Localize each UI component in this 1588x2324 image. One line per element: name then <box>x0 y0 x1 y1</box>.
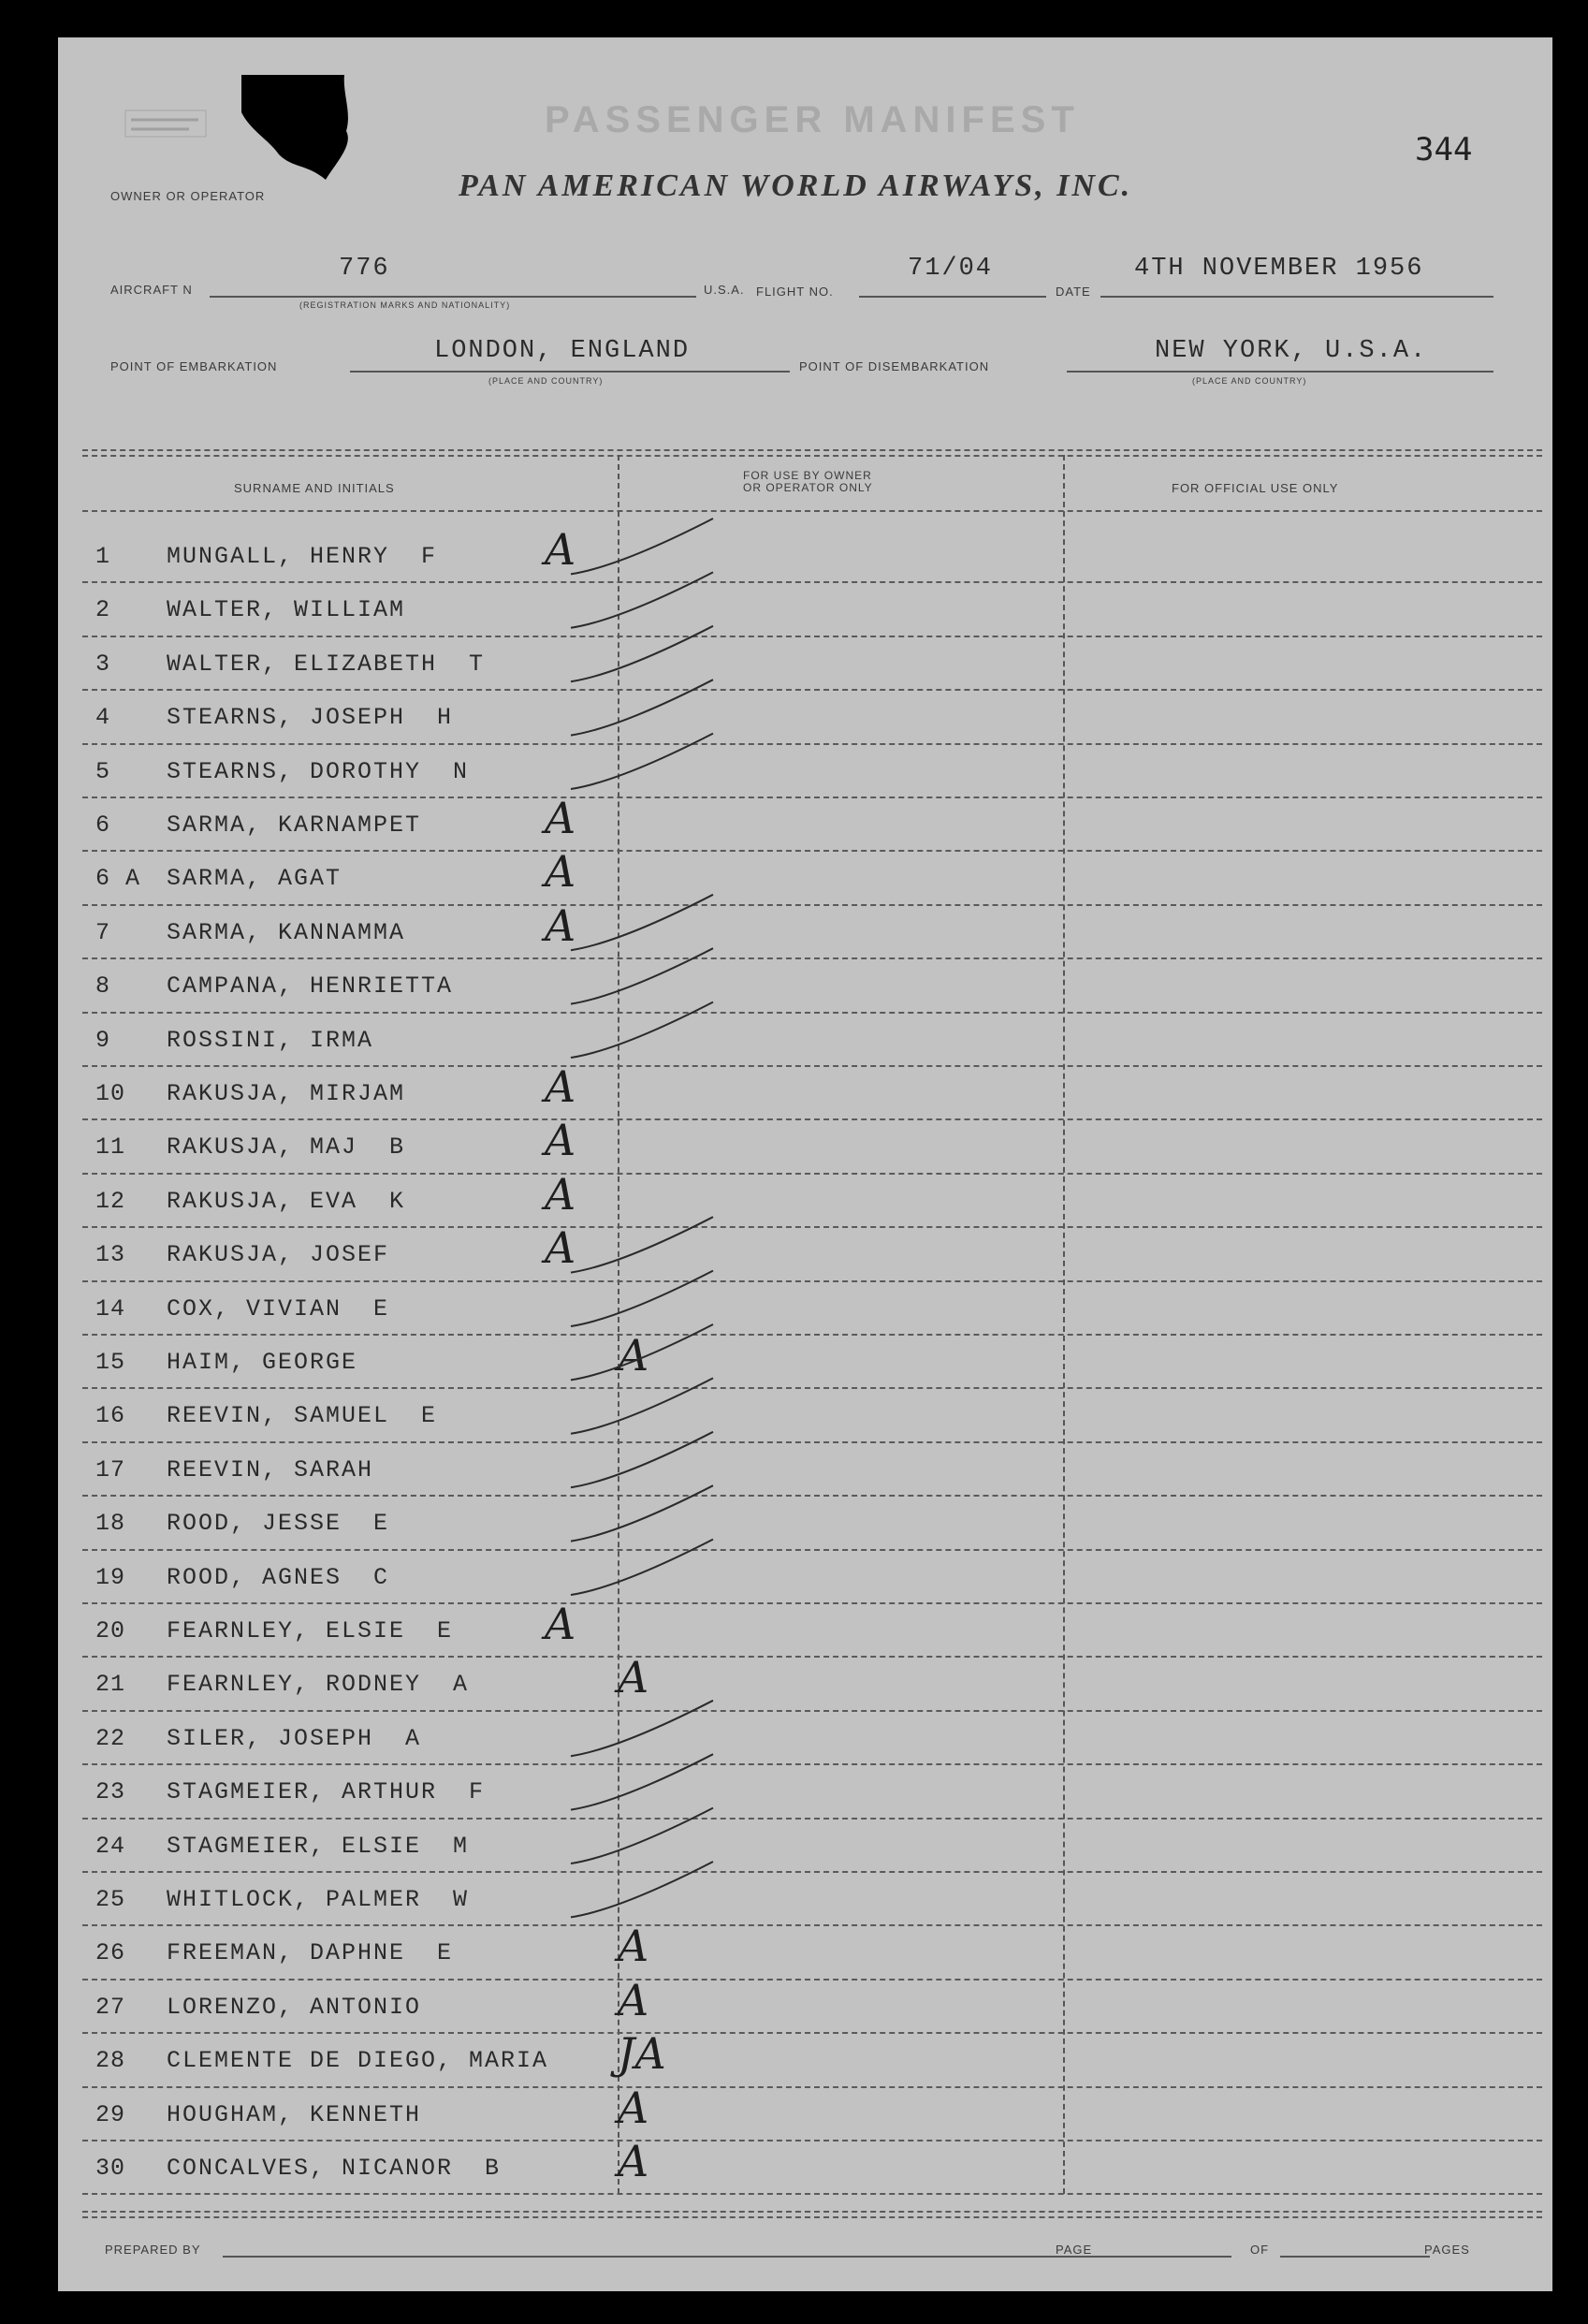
check-mark <box>571 680 713 735</box>
handwritten-mark: A <box>545 846 576 898</box>
row-number: 14 <box>95 1294 126 1323</box>
passenger-name: HAIM, GEORGE <box>167 1349 358 1376</box>
row-number: 6 A <box>95 865 141 893</box>
passenger-name: FREEMAN, DAPHNE E <box>167 1939 454 1967</box>
row-number: 1 <box>95 543 111 570</box>
disembarkation-value: NEW YORK, U.S.A. <box>1155 337 1428 365</box>
page-number-mark: 344 <box>1415 131 1473 168</box>
passenger-name: FEARNLEY, ELSIE E <box>167 1617 454 1644</box>
check-mark <box>571 1540 713 1595</box>
handwritten-mark: A <box>618 1974 649 2025</box>
row-number: 6 <box>95 811 111 839</box>
usa-label: U.S.A. <box>704 283 745 297</box>
check-mark <box>571 1217 713 1272</box>
check-mark <box>571 1324 713 1380</box>
passenger-name: STEARNS, JOSEPH H <box>167 704 454 732</box>
row-number: 2 <box>95 596 111 624</box>
column-header-surname: SURNAME AND INITIALS <box>234 481 395 495</box>
embarkation-value: LONDON, ENGLAND <box>434 337 691 365</box>
row-number: 20 <box>95 1617 126 1644</box>
handwritten-mark: A <box>618 1921 649 1972</box>
passenger-name: REEVIN, SARAH <box>167 1455 374 1484</box>
check-mark <box>571 519 713 574</box>
handwritten-mark: A <box>618 2136 649 2186</box>
embarkation-label: POINT OF EMBARKATION <box>110 359 278 373</box>
row-number: 16 <box>95 1402 126 1430</box>
row-number: 11 <box>95 1133 126 1162</box>
flight-label: FLIGHT NO. <box>756 285 834 299</box>
aircraft-value: 776 <box>339 255 390 283</box>
row-number: 3 <box>95 650 111 678</box>
check-mark <box>571 1002 713 1058</box>
check-mark <box>571 1808 713 1864</box>
passenger-name: ROOD, JESSE E <box>167 1510 390 1538</box>
passenger-name: CAMPANA, HENRIETTA <box>167 972 454 1001</box>
row-number: 5 <box>95 757 111 785</box>
row-number: 25 <box>95 1886 126 1913</box>
passenger-name: HOUGHAM, KENNETH <box>167 2100 422 2128</box>
row-number: 23 <box>95 1778 126 1806</box>
of-label: OF <box>1250 2243 1270 2257</box>
passenger-name: CLEMENTE DE DIEGO, MARIA <box>167 2047 549 2075</box>
check-mark <box>571 1378 713 1433</box>
row-number: 7 <box>95 918 111 946</box>
row-number: 21 <box>95 1671 126 1699</box>
row-number: 8 <box>95 972 111 1001</box>
row-number: 28 <box>95 2047 126 2075</box>
check-mark <box>571 948 713 1003</box>
handwritten-mark: A <box>545 524 576 575</box>
row-number: 4 <box>95 704 111 732</box>
passenger-name: RAKUSJA, MIRJAM <box>167 1080 406 1107</box>
company-name: PAN AMERICAN WORLD AIRWAYS, INC. <box>459 168 1133 203</box>
passenger-name: ROOD, AGNES C <box>167 1563 390 1591</box>
embarkation-sublabel: (PLACE AND COUNTRY) <box>488 376 604 386</box>
date-value: 4TH NOVEMBER 1956 <box>1134 255 1424 283</box>
row-number: 24 <box>95 1832 126 1860</box>
column-header-official: FOR OFFICIAL USE ONLY <box>1172 481 1339 495</box>
passenger-name: SARMA, KARNAMPET <box>167 811 422 839</box>
passenger-name: FEARNLEY, RODNEY A <box>167 1671 470 1699</box>
column-header-owner-line2: OR OPERATOR ONLY <box>743 481 873 494</box>
row-number: 15 <box>95 1349 126 1376</box>
passenger-name: SARMA, KANNAMMA <box>167 918 406 946</box>
row-number: 27 <box>95 1993 126 2021</box>
row-number: 17 <box>95 1455 126 1484</box>
handwritten-mark: A <box>545 1115 576 1166</box>
disembarkation-sublabel: (PLACE AND COUNTRY) <box>1192 376 1307 386</box>
check-mark <box>571 895 713 950</box>
handwritten-mark: A <box>545 1061 576 1112</box>
check-mark <box>571 1701 713 1756</box>
passenger-name: ROSSINI, IRMA <box>167 1026 374 1054</box>
date-label: DATE <box>1056 285 1091 299</box>
handwritten-mark: JA <box>618 2028 666 2080</box>
passenger-name: WHITLOCK, PALMER W <box>167 1886 470 1913</box>
flight-value: 71/04 <box>908 255 994 283</box>
check-mark <box>571 1754 713 1809</box>
passenger-name: RAKUSJA, JOSEF <box>167 1241 390 1269</box>
passenger-name: WALTER, ELIZABETH T <box>167 650 486 678</box>
row-number: 12 <box>95 1187 126 1215</box>
handwritten-mark: A <box>545 793 576 843</box>
handwritten-mark: A <box>545 1222 576 1274</box>
check-mark <box>571 572 713 627</box>
pages-label: PAGES <box>1424 2243 1470 2257</box>
row-number: 26 <box>95 1939 126 1967</box>
check-marks-layer <box>58 37 1552 2291</box>
passenger-name: LORENZO, ANTONIO <box>167 1993 422 2021</box>
row-number: 10 <box>95 1080 126 1107</box>
row-number: 9 <box>95 1026 111 1054</box>
passenger-name: STAGMEIER, ARTHUR F <box>167 1778 486 1806</box>
check-mark <box>571 734 713 789</box>
passenger-name: SARMA, AGAT <box>167 865 342 893</box>
check-mark <box>571 1271 713 1326</box>
handwritten-mark: A <box>618 1652 649 1703</box>
check-mark <box>571 1485 713 1541</box>
aircraft-label: AIRCRAFT N <box>110 283 193 297</box>
owner-operator-label: OWNER OR OPERATOR <box>110 189 266 203</box>
passenger-name: SILER, JOSEPH A <box>167 1724 422 1752</box>
passenger-name: COX, VIVIAN E <box>167 1294 390 1323</box>
passenger-name: RAKUSJA, MAJ B <box>167 1133 406 1162</box>
page-label: PAGE <box>1056 2243 1093 2257</box>
disembarkation-label: POINT OF DISEMBARKATION <box>799 359 990 373</box>
passenger-name: STAGMEIER, ELSIE M <box>167 1832 470 1860</box>
row-number: 13 <box>95 1241 126 1269</box>
handwritten-mark: A <box>545 899 576 951</box>
check-mark <box>571 626 713 681</box>
manifest-sheet <box>58 37 1552 2291</box>
passenger-name: MUNGALL, HENRY F <box>167 543 438 570</box>
passenger-name: STEARNS, DOROTHY N <box>167 757 470 785</box>
row-number: 22 <box>95 1724 126 1752</box>
handwritten-mark: A <box>618 2082 649 2133</box>
row-number: 18 <box>95 1510 126 1538</box>
row-number: 19 <box>95 1563 126 1591</box>
row-number: 30 <box>95 2155 126 2182</box>
passenger-name: WALTER, WILLIAM <box>167 596 406 624</box>
check-mark <box>571 1432 713 1487</box>
column-header-owner-line1: FOR USE BY OWNER <box>743 469 872 482</box>
check-mark <box>571 1862 713 1917</box>
handwritten-mark: A <box>545 1168 576 1220</box>
handwritten-mark: A <box>618 1330 649 1381</box>
passenger-name: RAKUSJA, EVA K <box>167 1187 406 1215</box>
passenger-name: CONCALVES, NICANOR B <box>167 2155 502 2182</box>
passenger-name: REEVIN, SAMUEL E <box>167 1402 438 1430</box>
document-title: PASSENGER MANIFEST <box>545 99 1080 140</box>
row-number: 29 <box>95 2100 126 2128</box>
handwritten-mark: A <box>545 1599 576 1649</box>
prepared-by-label: PREPARED BY <box>105 2243 201 2257</box>
aircraft-sublabel: (REGISTRATION MARKS AND NATIONALITY) <box>299 300 511 310</box>
